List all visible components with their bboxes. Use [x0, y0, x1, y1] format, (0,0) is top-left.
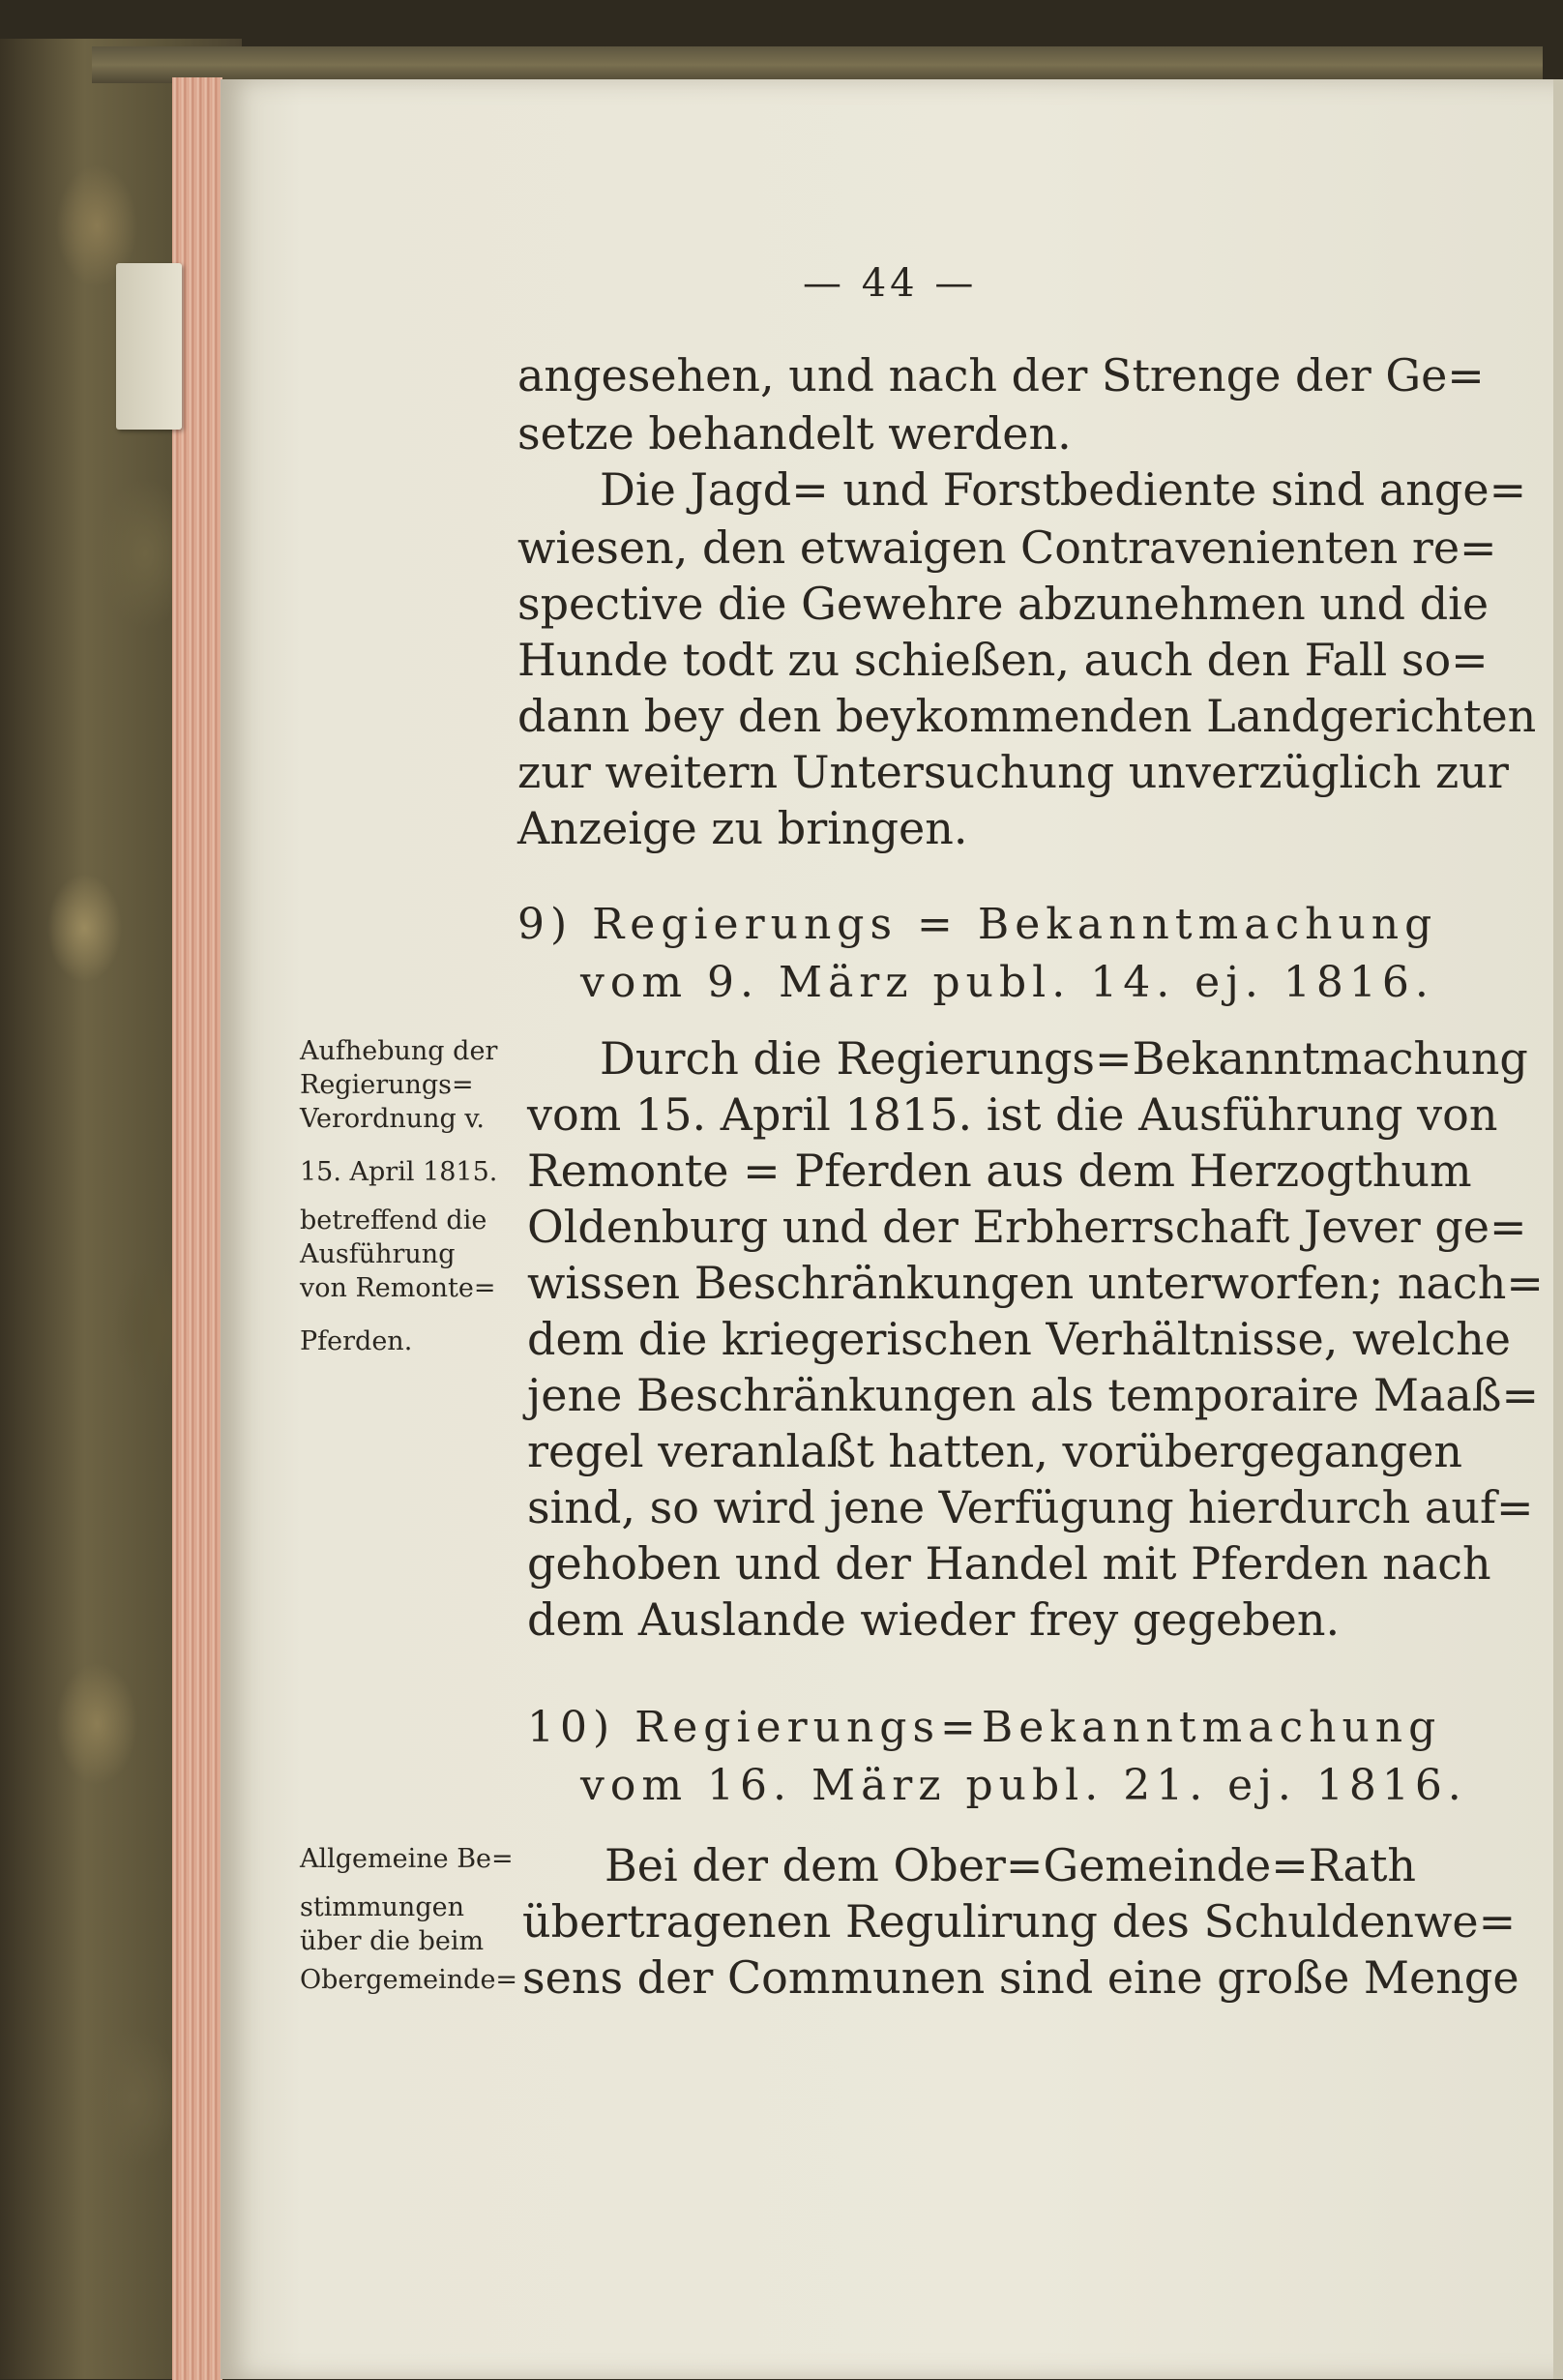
margin-note-line: betreffend die [300, 1205, 487, 1235]
section-subheading: vom 9. März publ. 14. ej. 1816. [580, 958, 1434, 1007]
text-line: jene Beschränkungen als temporaire Maaß= [527, 1369, 1540, 1421]
text-line: dem Auslande wieder frey gegeben. [527, 1593, 1341, 1646]
text-line: dann bey den beykommenden Landgerichten [517, 690, 1537, 742]
text-line: angesehen, und nach der Strenge der Ge= [517, 349, 1485, 402]
text-line: Anzeige zu bringen. [517, 802, 968, 854]
text-line: spective die Gewehre abzunehmen und die [517, 578, 1489, 630]
margin-note-line: von Remonte= [300, 1273, 496, 1303]
text-line: Oldenburg und der Erbherrschaft Jever ge= [527, 1201, 1527, 1253]
text-line: wissen Beschränkungen unterworfen; nach= [527, 1257, 1544, 1309]
book-cover-top-edge [92, 46, 1543, 83]
text-line: regel veranlaßt hatten, vorübergegangen [527, 1425, 1462, 1477]
margin-note-line: Pferden. [300, 1326, 413, 1356]
text-line: gehoben und der Handel mit Pferden nach [527, 1537, 1491, 1590]
text-line: Die Jagd= und Forstbediente sind ange= [600, 463, 1527, 516]
section-heading: 9) Regierungs = Bekanntmachung [517, 900, 1438, 949]
margin-note-line: Aufhebung der [300, 1036, 498, 1066]
section-subheading: vom 16. März publ. 21. ej. 1816. [580, 1761, 1467, 1810]
section-heading: 10) Regierungs=Bekanntmachung [527, 1703, 1442, 1752]
margin-note-line: Regierungs= [300, 1070, 474, 1100]
margin-note-line: Ausführung [300, 1239, 456, 1269]
text-line: Remonte = Pferden aus dem Herzogthum [527, 1145, 1472, 1197]
margin-note-line: stimmungen [300, 1892, 464, 1922]
margin-note-line: Obergemeinde= [300, 1965, 518, 1995]
text-line: Durch die Regierungs=Bekanntmachung [600, 1032, 1528, 1085]
text-line: übertragenen Regulirung des Schuldenwe= [522, 1895, 1517, 1948]
text-line: sind, so wird jene Verfügung hierdurch auf= [527, 1481, 1534, 1533]
page-number: — 44 — [803, 261, 978, 306]
text-line: zur weitern Untersuchung unverzüglich zur [517, 746, 1509, 798]
margin-note-line: Allgemeine Be= [300, 1844, 514, 1874]
text-line: sens der Communen sind eine große Menge [522, 1951, 1519, 2004]
text-line: Bei der dem Ober=Gemeinde=Rath [605, 1839, 1417, 1891]
text-line: wiesen, den etwaigen Contravenienten re= [517, 521, 1497, 574]
margin-note-line: über die beim [300, 1926, 485, 1956]
text-line: setze behandelt werden. [517, 407, 1072, 460]
margin-note-line: Verordnung v. [300, 1104, 486, 1134]
text-line: Hunde todt zu schießen, auch den Fall so= [517, 634, 1489, 686]
next-page-edge [1553, 79, 1563, 2379]
margin-note-line: 15. April 1815. [300, 1157, 498, 1187]
text-line: dem die kriegerischen Verhältnisse, welche [527, 1313, 1511, 1365]
text-line: vom 15. April 1815. ist die Ausführung von [527, 1088, 1498, 1141]
bookmark-tab [116, 263, 182, 430]
